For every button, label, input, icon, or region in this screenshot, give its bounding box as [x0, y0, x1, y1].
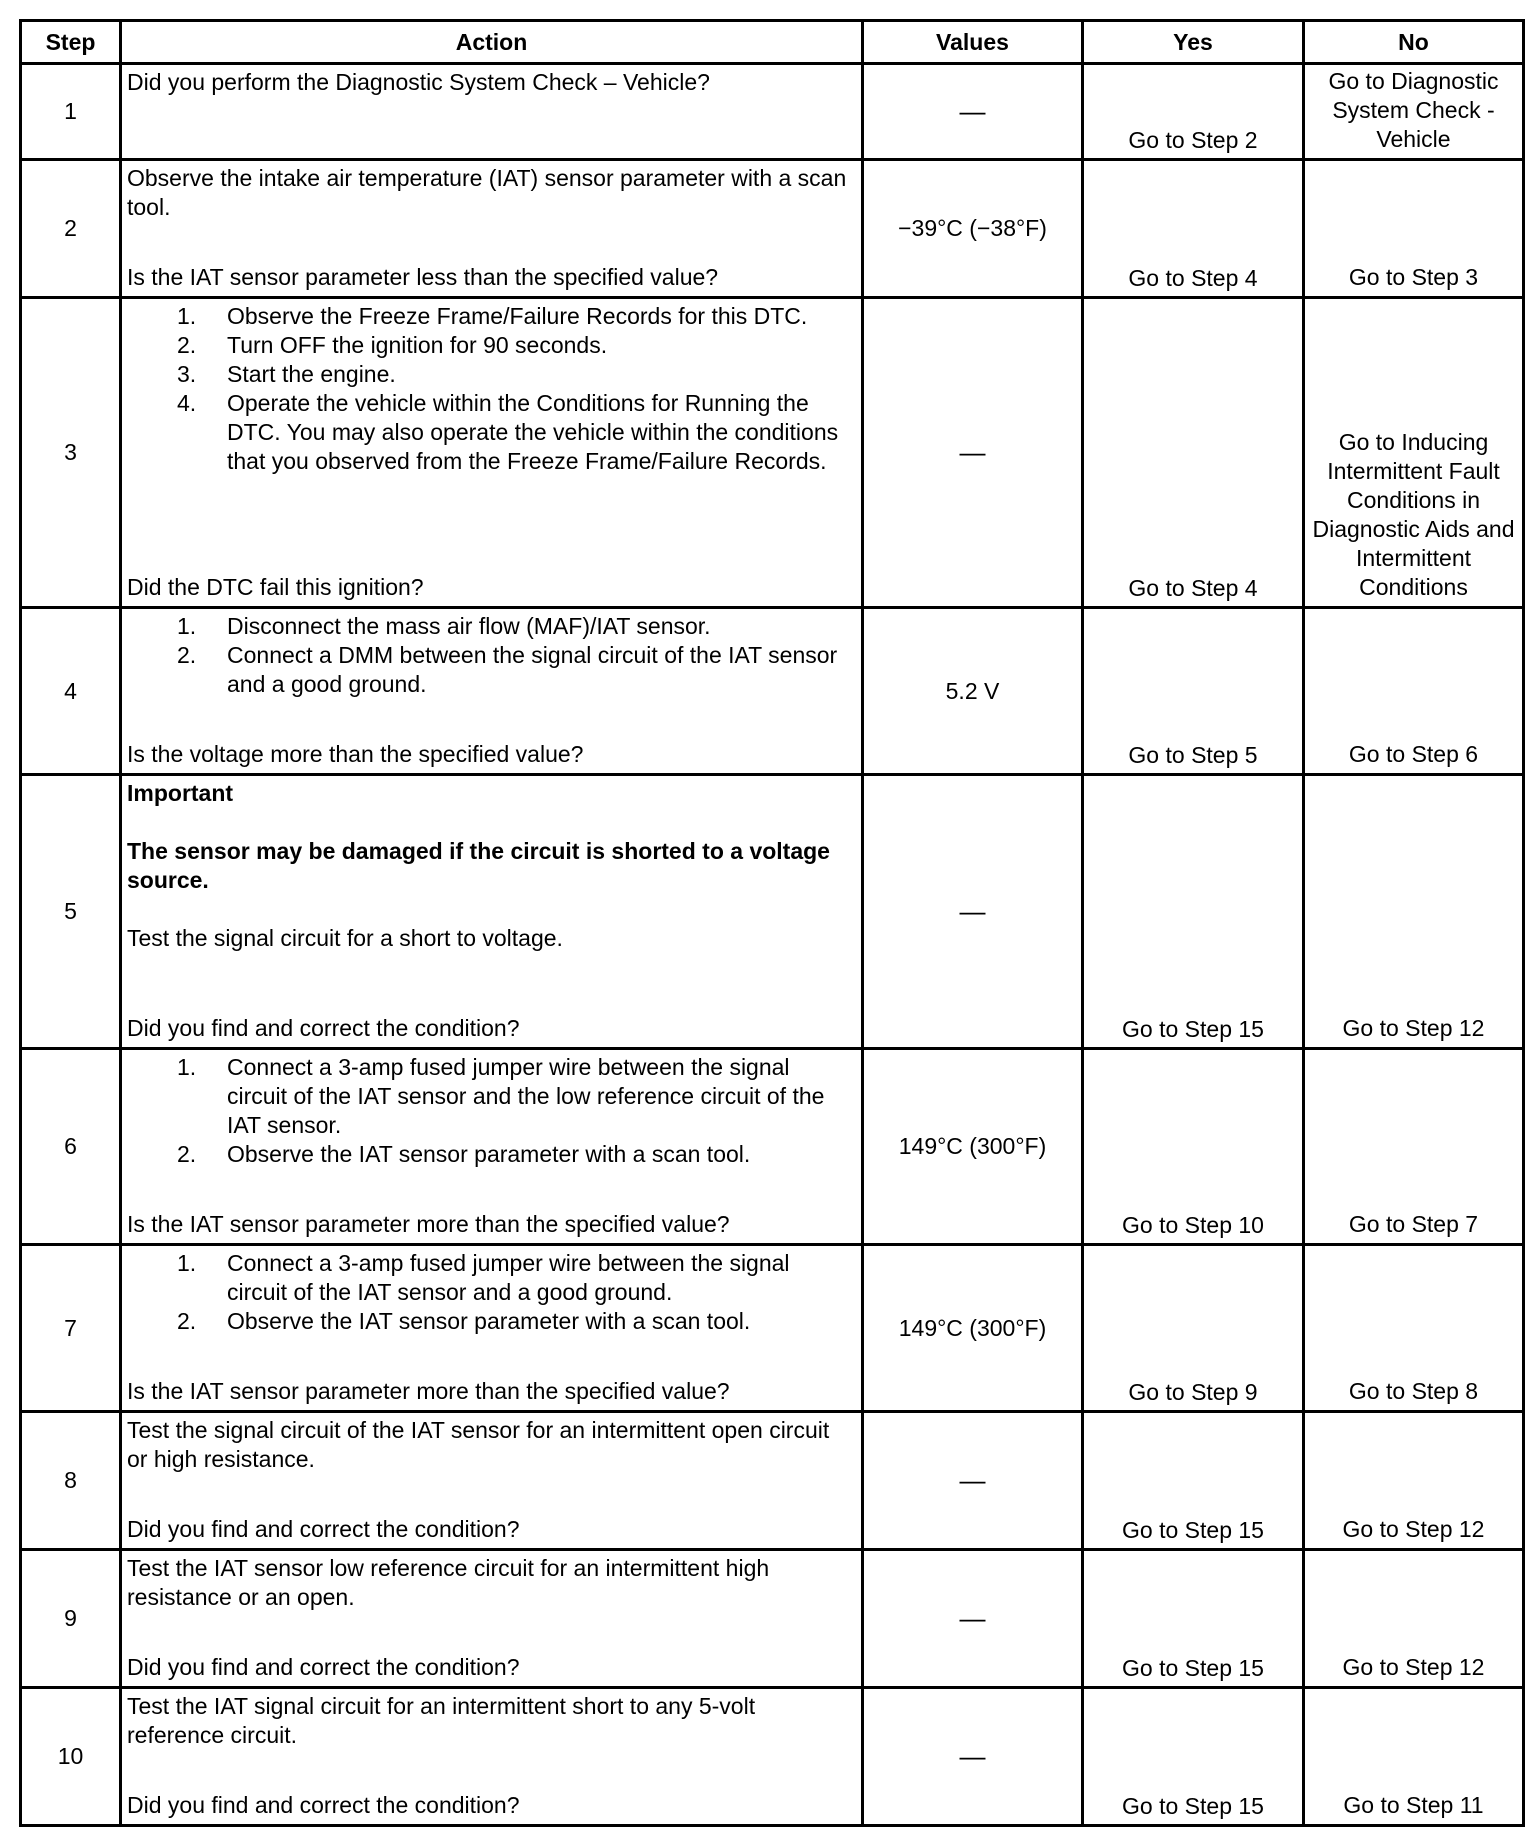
action-question: Did you find and correct the condition? [127, 1654, 520, 1680]
action-question: Is the IAT sensor parameter more than the specified value? [127, 1211, 730, 1237]
yes-cell: Go to Step 10 [1083, 1049, 1304, 1245]
action-text: Test the IAT signal circuit for an intermittent short to any 5-volt reference circuit. [127, 1693, 756, 1748]
yes-cell: Go to Step 15 [1083, 1412, 1304, 1550]
action-step-item: 1. Observe the Freeze Frame/Failure Records for this DTC. [177, 303, 808, 329]
no-cell: Go to Step 11 [1304, 1688, 1524, 1826]
yes-cell: Go to Step 15 [1083, 1688, 1304, 1826]
no-cell: Go to Step 12 [1304, 1412, 1524, 1550]
table-row [21, 1245, 1524, 1412]
value-cell: 149°C (300°F) [863, 1049, 1083, 1245]
step-number: 3 [21, 298, 121, 608]
step-number: 1 [21, 64, 121, 160]
action-question: Is the IAT sensor parameter more than the specified value? [127, 1378, 730, 1404]
action-step-item: 3. Start the engine. [177, 361, 396, 387]
action-text: Test the signal circuit for a short to voltage. [127, 925, 563, 951]
action-cell [121, 1049, 863, 1245]
value-cell: — [863, 64, 1083, 160]
action-text: Observe the intake air temperature (IAT) sensor parameter with a scan tool. [127, 165, 847, 220]
table-row [21, 64, 1524, 160]
table-row [21, 1049, 1524, 1245]
table-row [21, 1550, 1524, 1688]
no-cell: Go to Step 3 [1304, 160, 1524, 298]
action-cell [121, 1412, 863, 1550]
yes-cell: Go to Step 9 [1083, 1245, 1304, 1412]
action-cell [121, 1688, 863, 1826]
table-row [21, 1688, 1524, 1826]
value-cell: — [863, 1688, 1083, 1826]
action-question: Is the voltage more than the specified value? [127, 741, 584, 767]
table-row [21, 608, 1524, 775]
step-number: 5 [21, 775, 121, 1049]
action-step-item: 2. Connect a DMM between the signal circuit of the IAT sensor and a good ground. [177, 642, 838, 697]
action-question: Is the IAT sensor parameter less than the specified value? [127, 264, 719, 290]
important-note: The sensor may be damaged if the circuit is shorted to a voltage source. [127, 838, 830, 893]
yes-cell: Go to Step 15 [1083, 1550, 1304, 1688]
action-cell [121, 608, 863, 775]
yes-cell: Go to Step 4 [1083, 160, 1304, 298]
value-cell: — [863, 775, 1083, 1049]
step-number: 9 [21, 1550, 121, 1688]
value-cell: — [863, 298, 1083, 608]
value-cell: — [863, 1412, 1083, 1550]
action-question: Did you find and correct the condition? [127, 1516, 520, 1542]
action-text: Test the signal circuit of the IAT sensor for an intermittent open circuit or high resistance. [127, 1417, 830, 1472]
diagnostic-table [19, 19, 1525, 1827]
step-number: 2 [21, 160, 121, 298]
action-cell [121, 64, 863, 160]
value-cell: — [863, 1550, 1083, 1688]
no-cell: Go to Step 8 [1304, 1245, 1524, 1412]
action-step-item: 1. Connect a 3-amp fused jumper wire between the signal circuit of the IAT sensor and a good ground. [177, 1250, 790, 1305]
step-number: 7 [21, 1245, 121, 1412]
action-step-item: 1. Disconnect the mass air flow (MAF)/IAT sensor. [177, 613, 711, 639]
action-step-item: 2. Observe the IAT sensor parameter with a scan tool. [177, 1141, 751, 1167]
step-number: 4 [21, 608, 121, 775]
no-cell: Go to Step 12 [1304, 775, 1524, 1049]
header-action: Action [121, 21, 863, 64]
action-cell [121, 160, 863, 298]
table-row [21, 1412, 1524, 1550]
table-row [21, 775, 1524, 1049]
table-row [21, 298, 1524, 608]
action-question: Did the DTC fail this ignition? [127, 574, 424, 600]
no-cell: Go to Diagnostic System Check - Vehicle [1304, 64, 1524, 160]
action-text: Test the IAT sensor low reference circuit for an intermittent high resistance or an open. [127, 1555, 770, 1610]
header-yes: Yes [1083, 21, 1304, 64]
header-no: No [1304, 21, 1524, 64]
action-step-item: 2. Observe the IAT sensor parameter with a scan tool. [177, 1308, 751, 1334]
action-cell [121, 775, 863, 1049]
no-cell: Go to Step 12 [1304, 1550, 1524, 1688]
no-cell: Go to Inducing Intermittent Fault Conditions in Diagnostic Aids and Intermittent Conditions [1304, 298, 1524, 608]
yes-cell: Go to Step 2 [1083, 64, 1304, 160]
value-cell: −39°C (−38°F) [863, 160, 1083, 298]
important-label: Important [127, 780, 234, 806]
action-text: Did you perform the Diagnostic System Check – Vehicle? [127, 69, 710, 95]
action-steps-list [127, 612, 855, 699]
value-cell: 5.2 V [863, 608, 1083, 775]
action-step-item: 2. Turn OFF the ignition for 90 seconds. [177, 332, 608, 358]
action-cell [121, 1245, 863, 1412]
action-cell [121, 1550, 863, 1688]
action-question: Did you find and correct the condition? [127, 1015, 520, 1041]
step-number: 10 [21, 1688, 121, 1826]
header-values: Values [863, 21, 1083, 64]
yes-cell: Go to Step 15 [1083, 775, 1304, 1049]
step-number: 6 [21, 1049, 121, 1245]
header-step: Step [21, 21, 121, 64]
action-question: Did you find and correct the condition? [127, 1792, 520, 1818]
no-cell: Go to Step 6 [1304, 608, 1524, 775]
action-cell [121, 298, 863, 608]
action-step-item: 4. Operate the vehicle within the Conditions for Running the DTC. You may also operate the vehicle within the conditions that you observed from the Freeze Frame/Failure Records. [177, 390, 839, 474]
step-number: 8 [21, 1412, 121, 1550]
value-cell: 149°C (300°F) [863, 1245, 1083, 1412]
action-steps-list [127, 1249, 855, 1336]
action-steps-list [127, 1053, 855, 1169]
table-row [21, 160, 1524, 298]
action-step-item: 1. Connect a 3-amp fused jumper wire between the signal circuit of the IAT sensor and the low reference circuit of the IAT sensor. [177, 1054, 825, 1138]
no-cell: Go to Step 7 [1304, 1049, 1524, 1245]
yes-cell: Go to Step 4 [1083, 298, 1304, 608]
yes-cell: Go to Step 5 [1083, 608, 1304, 775]
action-steps-list [127, 302, 855, 476]
header-row [21, 21, 1524, 64]
